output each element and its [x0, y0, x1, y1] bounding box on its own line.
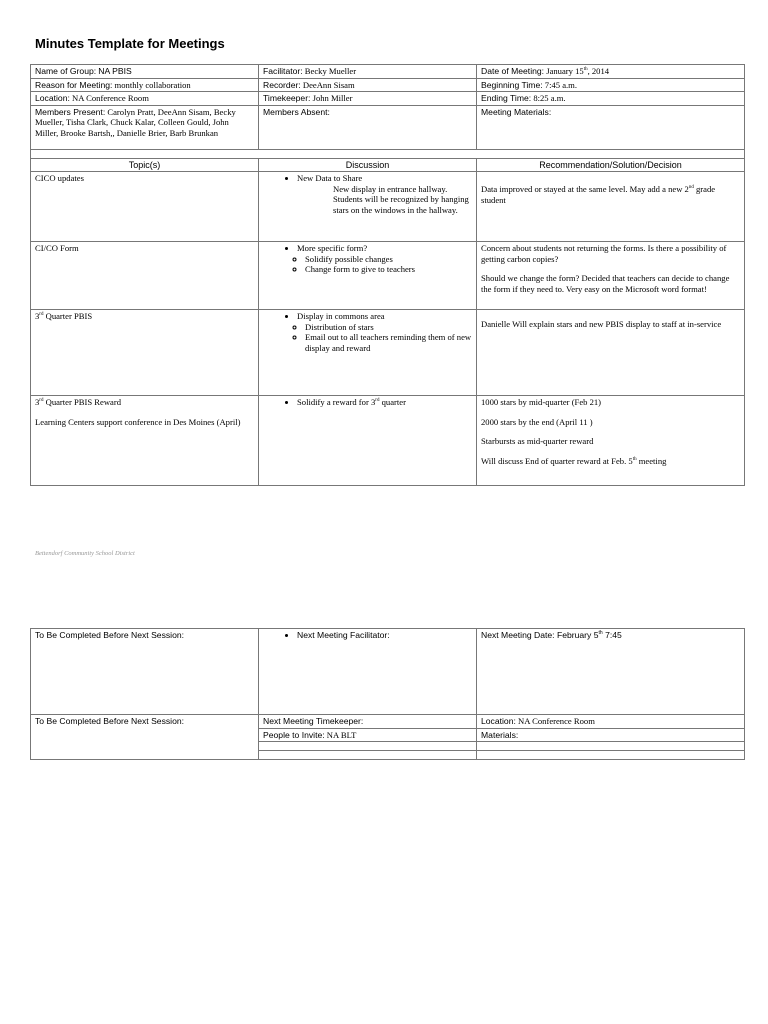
list-item: ◦ Change form to give to teachers — [305, 264, 472, 275]
topic-cell: CI/CO Form — [31, 242, 259, 310]
district-name: Bettendorf Community School District — [35, 550, 135, 557]
discussion-list — [263, 243, 472, 254]
discussion-cell — [259, 396, 477, 486]
recommendation-cell: Data improved or stayed at the same level. May add a new 2nd grade student — [477, 172, 745, 242]
table-row — [31, 396, 745, 486]
table-row — [31, 65, 745, 79]
next-materials-cell: Materials: — [477, 728, 745, 742]
table-row — [31, 172, 745, 242]
page-title: Minutes Template for Meetings — [35, 36, 225, 51]
meeting-info-table — [30, 64, 745, 486]
next-facilitator-cell — [259, 629, 477, 715]
recommendation-cell: Danielle Will explain stars and new PBIS display to staff at in-service — [477, 310, 745, 396]
date-cell: Date of Meeting: January 15th, 2014 — [477, 65, 745, 79]
invite-cell: People to Invite: NA BLT — [259, 728, 477, 742]
recorder-cell: Recorder: DeeAnn Sisam — [259, 78, 477, 92]
discussion-header: Discussion — [259, 158, 477, 172]
topic-cell: 3rd Quarter PBIS Reward Learning Centers support conference in Des Moines (April) — [31, 396, 259, 486]
table-row — [31, 310, 745, 396]
end-time-cell: Ending Time: 8:25 a.m. — [477, 92, 745, 106]
discussion-sublist — [263, 254, 472, 275]
next-date-cell: Next Meeting Date: February 5th 7:45 — [477, 629, 745, 715]
recommendation-header: Recommendation/Solution/Decision — [477, 158, 745, 172]
reason-cell: Reason for Meeting: monthly collaboration — [31, 78, 259, 92]
discussion-list — [263, 311, 472, 322]
begin-time-cell: Beginning Time: 7:45 a.m. — [477, 78, 745, 92]
location-cell: Location: NA Conference Room — [31, 92, 259, 106]
list-item: • Display in commons area — [297, 311, 472, 322]
meeting-materials-cell: Meeting Materials: — [477, 105, 745, 149]
discussion-cell — [259, 242, 477, 310]
table-row — [31, 629, 745, 715]
table-row — [31, 78, 745, 92]
spacer-row — [31, 149, 745, 158]
topic-cell: 3rd Quarter PBIS — [31, 310, 259, 396]
recommendation-cell: Concern about students not returning the forms. Is there a possibility of getting carbon copies? Should we change the form? Decided that teachers can decide to change the form if they need to. Very easy on the Microsoft word format! — [477, 242, 745, 310]
table-row — [31, 715, 745, 729]
todo-cell: To Be Completed Before Next Session: — [31, 629, 259, 715]
topic-header: Topic(s) — [31, 158, 259, 172]
list-item: ◦ Solidify possible changes — [305, 254, 472, 265]
list-item: ◦ Email out to all teachers reminding them of new display and reward — [305, 332, 472, 353]
table-row — [31, 105, 745, 149]
members-present-cell: Members Present: Carolyn Pratt, DeeAnn Sisam, Becky Mueller, Tisha Clark, Chuck Kalar, Colleen Gould, John Miller, Brooke Bartsh,, Danielle Brier, Barb Brunkan — [31, 105, 259, 149]
list-item: • Next Meeting Facilitator: — [297, 630, 472, 641]
timekeeper-cell: Timekeeper: John Miller — [259, 92, 477, 106]
discussion-list — [263, 173, 472, 184]
todo-cell: To Be Completed Before Next Session: — [31, 715, 259, 760]
list-item: • New Data to Share — [297, 173, 472, 184]
discussion-cell — [259, 310, 477, 396]
group-cell: Name of Group: NA PBIS — [31, 65, 259, 79]
next-timekeeper-cell: Next Meeting Timekeeper: — [259, 715, 477, 729]
next-location-cell: Location: NA Conference Room — [477, 715, 745, 729]
recommendation-cell: 1000 stars by mid-quarter (Feb 21) 2000 stars by the end (April 11 ) Starbursts as mid-quarter reward Will discuss End of quarter reward at Feb. 5th meeting — [477, 396, 745, 486]
list-item: • More specific form? — [297, 243, 472, 254]
column-header-row — [31, 158, 745, 172]
facilitator-cell: Facilitator: Becky Mueller — [259, 65, 477, 79]
next-session-table — [30, 628, 745, 760]
discussion-list — [263, 397, 472, 408]
discussion-cell — [259, 172, 477, 242]
members-absent-cell: Members Absent: — [259, 105, 477, 149]
discussion-detail: New display in entrance hallway. Students will be recognized by hanging stars on the windows in the hallway. — [333, 183, 469, 215]
table-row — [31, 92, 745, 106]
list-item: • Solidify a reward for 3rd quarter — [297, 397, 472, 408]
next-facilitator-list — [263, 630, 472, 641]
list-item: ◦ Distribution of stars — [305, 322, 472, 333]
topic-cell: CICO updates — [31, 172, 259, 242]
table-row — [31, 242, 745, 310]
discussion-sublist — [263, 322, 472, 354]
